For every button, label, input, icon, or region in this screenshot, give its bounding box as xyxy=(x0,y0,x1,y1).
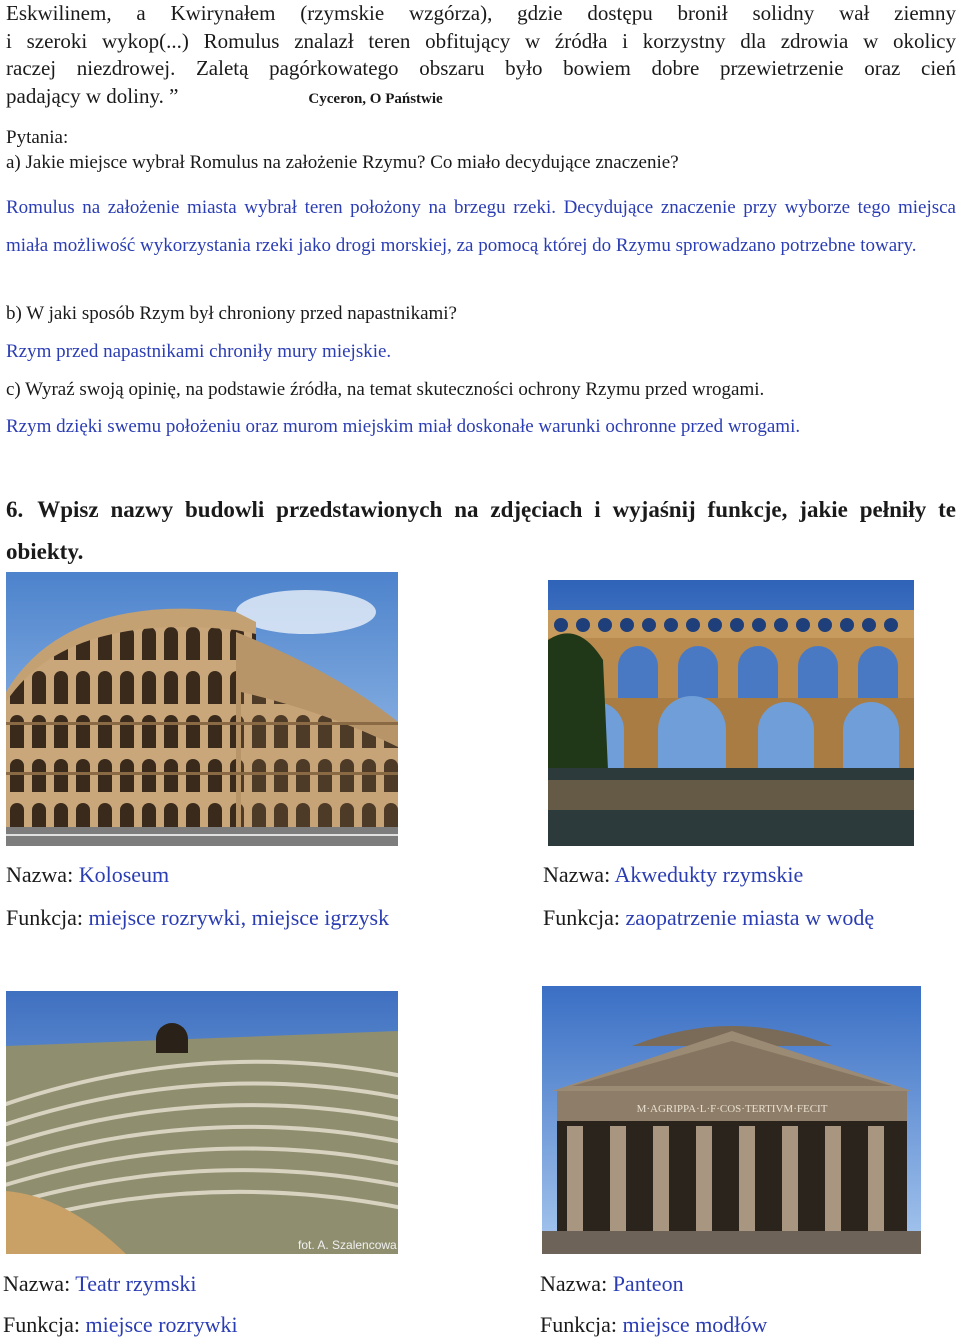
caption-colosseum-name: Nazwa: Koloseum xyxy=(6,862,170,887)
caption-theatre-name: Nazwa: Teatr rzymski xyxy=(3,1271,197,1296)
quote-line-2: i szeroki wykop(...) Romulus znalazł teren obfitujący w źródła i korzystny dla zdrowia w okolicy xyxy=(6,28,956,53)
task-number: 6. xyxy=(6,497,24,522)
caption-pantheon-name: Nazwa: Panteon xyxy=(540,1271,684,1296)
building-function: miejsce modłów xyxy=(622,1312,768,1337)
source-quote xyxy=(6,0,956,113)
photo-theatre xyxy=(6,991,398,1254)
photo-aqueduct xyxy=(548,580,914,846)
pantheon-inscription: M·AGRIPPA·L·F·COS·TERTIVM·FECIT xyxy=(636,1103,828,1115)
question-a: a) Jakie miejsce wybrał Romulus na założenie Rzymu? Co miało decydujące znaczenie? xyxy=(6,152,679,173)
answer-a: Romulus na założenie miasta wybrał teren położony na brzegu rzeki. Decydujące znaczenie przy wyborze tego miejsca miała możliwość wykorzystania rzeki jako drogi morskiej, za pomocą której do Rzymu sprowadzano potrzebne towary. xyxy=(6,197,956,256)
building-name: Akwedukty rzymskie xyxy=(614,862,804,887)
task-6-heading xyxy=(6,489,956,573)
caption-aqueduct-name: Nazwa: Akwedukty rzymskie xyxy=(543,862,804,887)
building-name: Panteon xyxy=(612,1271,684,1296)
building-function: zaopatrzenie miasta w wodę xyxy=(625,905,875,930)
building-name: Teatr rzymski xyxy=(75,1271,197,1296)
caption-aqueduct-function: Funkcja: zaopatrzenie miasta w wodę xyxy=(543,905,875,930)
questions-label: Pytania: xyxy=(6,127,69,148)
photo-pantheon xyxy=(542,986,921,1254)
photo-credit: fot. A. Szalencowa xyxy=(298,1238,397,1252)
building-function: miejsce rozrywki, miejsce igrzysk xyxy=(88,905,390,930)
quote-line-4: padający w doliny. ” xyxy=(6,83,179,108)
caption-theatre-function: Funkcja: miejsce rozrywki xyxy=(3,1312,238,1337)
quote-citation: Cyceron, O Państwie xyxy=(308,90,443,107)
quote-line-3: raczej niezdrowej. Zaletą pagórkowatego obszaru było bowiem dobre przewietrzenie oraz cień xyxy=(6,56,956,80)
question-c: c) Wyraź swoją opinię, na podstawie źródła, na temat skuteczności ochrony Rzymu przed wrogami. xyxy=(6,379,765,400)
quote-line-1: Eskwilinem, a Kwirynałem (rzymskie wzgórza), gdzie dostępu bronił solidny wał ziemny xyxy=(6,1,956,25)
caption-colosseum-function: Funkcja: miejsce rozrywki, miejsce igrzysk xyxy=(6,905,390,930)
answer-c: Rzym dzięki swemu położeniu oraz murom miejskim miał doskonałe warunki ochronne przed wrogami. xyxy=(6,416,801,437)
building-function: miejsce rozrywki xyxy=(85,1312,238,1337)
task-text: Wpisz nazwy budowli przedstawionych na zdjęciach i wyjaśnij funkcje, jakie pełniły te obiekty. xyxy=(6,497,956,564)
question-b: b) W jaki sposób Rzym był chroniony przed napastnikami? xyxy=(6,303,457,324)
caption-pantheon-function: Funkcja: miejsce modłów xyxy=(540,1312,768,1337)
photo-colosseum xyxy=(6,572,398,846)
building-name: Koloseum xyxy=(78,862,170,887)
answer-b: Rzym przed napastnikami chroniły mury miejskie. xyxy=(6,341,392,362)
